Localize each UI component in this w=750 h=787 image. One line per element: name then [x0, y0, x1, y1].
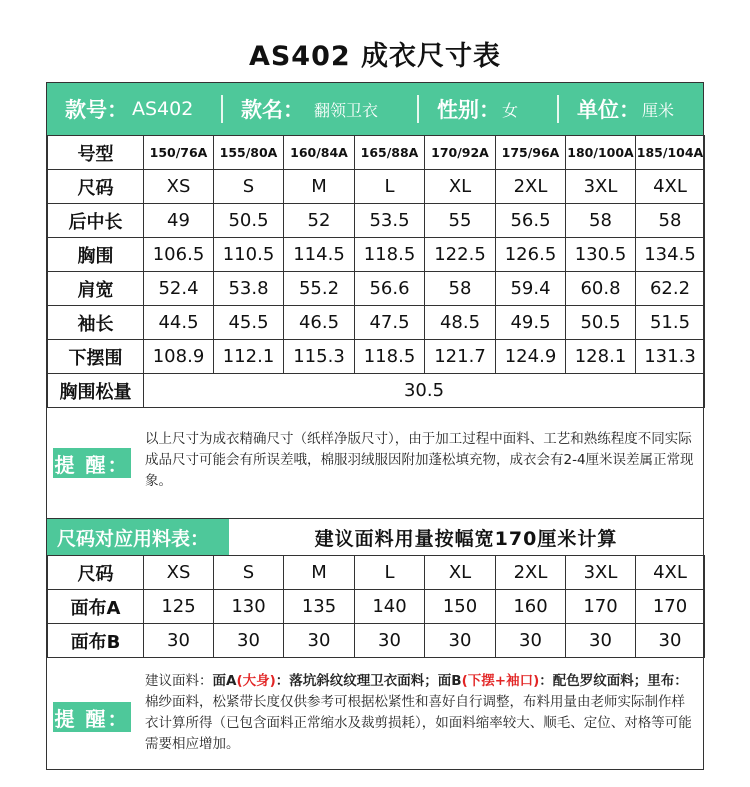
table-row	[48, 624, 705, 658]
style-no-label: 款号：	[65, 98, 128, 122]
size-chart-frame	[46, 82, 704, 770]
table-cell: 170	[636, 590, 705, 624]
table-row	[48, 136, 705, 170]
material-title: 尺码对应用料表：	[47, 519, 229, 555]
table-cell: 2XL	[496, 170, 566, 204]
row-label: 面布B	[48, 624, 144, 658]
row-label: 尺码	[48, 556, 144, 590]
table-cell: 114.5	[284, 238, 355, 272]
table-row	[48, 306, 705, 340]
table-cell: 62.2	[636, 272, 705, 306]
row-label: 袖长	[48, 306, 144, 340]
fabric-reminder-text	[145, 671, 697, 755]
table-cell: 44.5	[144, 306, 214, 340]
table-cell: 52.4	[144, 272, 214, 306]
header-bar	[47, 83, 703, 135]
table-cell: 59.4	[496, 272, 566, 306]
table-cell: 49	[144, 204, 214, 238]
table-cell: 170	[566, 590, 636, 624]
table-row	[48, 590, 705, 624]
row-label: 尺码	[48, 170, 144, 204]
table-cell: 56.6	[355, 272, 425, 306]
table-cell: 160	[496, 590, 566, 624]
style-no-cell	[47, 83, 221, 135]
unit-label: 单位：	[577, 98, 640, 122]
table-cell: 135	[284, 590, 355, 624]
table-cell: 125	[144, 590, 214, 624]
table-cell: 56.5	[496, 204, 566, 238]
fabric-text-part: 棉纱面料，松紧带长度仅供参考可根据松紧性和喜好自行调整，布料用量由老师实际制作样衣计算所得（已包含面料正常缩水及裁剪损耗），如面料缩率较大、顺毛、定位、对格等可能需要相应增加。	[145, 694, 692, 752]
table-row	[48, 556, 705, 590]
row-label: 下摆围	[48, 340, 144, 374]
table-cell: 55.2	[284, 272, 355, 306]
table-cell: 47.5	[355, 306, 425, 340]
fabric-text-part: ：配色罗纹面料；里布：	[539, 673, 688, 689]
style-no-value: AS402	[132, 98, 194, 120]
ease-value: 30.5	[144, 374, 705, 408]
table-cell: 185/104A	[636, 136, 705, 170]
row-label: 后中长	[48, 204, 144, 238]
page-title: AS402 成衣尺寸表	[248, 41, 502, 72]
table-row	[48, 238, 705, 272]
table-cell: 4XL	[636, 556, 705, 590]
table-cell: 30	[636, 624, 705, 658]
fabric-reminder-badge: 提 醒：	[53, 702, 131, 732]
fabric-b-note: (下摆+袖口)	[461, 673, 540, 689]
table-cell: M	[284, 556, 355, 590]
table-cell: 108.9	[144, 340, 214, 374]
table-cell: 45.5	[214, 306, 284, 340]
fabric-text-part: 建议面料：	[145, 673, 213, 689]
table-cell: 150/76A	[144, 136, 214, 170]
table-cell: 48.5	[425, 306, 496, 340]
table-cell: 55	[425, 204, 496, 238]
table-row	[48, 340, 705, 374]
table-cell: 115.3	[284, 340, 355, 374]
table-cell: 46.5	[284, 306, 355, 340]
table-cell: 49.5	[496, 306, 566, 340]
style-name-label: 款名：	[241, 98, 304, 122]
size-table	[47, 135, 705, 408]
table-cell: 3XL	[566, 170, 636, 204]
material-table	[47, 555, 705, 658]
table-row	[48, 170, 705, 204]
table-cell: 3XL	[566, 556, 636, 590]
table-cell: 155/80A	[214, 136, 284, 170]
unit-value: 厘米	[642, 100, 675, 120]
fabric-text-part: ：落坑斜纹纹理卫衣面料；面B	[275, 673, 462, 689]
reminder-text: 以上尺寸为成衣精确尺寸（纸样净版尺寸），由于加工过程中面料、工艺和熟练程度不同实际成品尺寸可能会有所误差哦，棉服羽绒服因附加蓬松填充物，成衣会有2-4厘米误差属正常现象。	[145, 431, 694, 489]
material-header	[47, 519, 703, 556]
table-cell: 118.5	[355, 340, 425, 374]
table-cell: 170/92A	[425, 136, 496, 170]
table-cell: 30	[496, 624, 566, 658]
style-name-cell	[223, 83, 417, 135]
ease-row	[48, 374, 705, 408]
table-cell: 4XL	[636, 170, 705, 204]
table-cell: 30	[284, 624, 355, 658]
style-name-value: 翻领卫衣	[314, 100, 379, 120]
unit-cell	[559, 83, 703, 135]
table-cell: S	[214, 170, 284, 204]
table-cell: 58	[636, 204, 705, 238]
table-cell: 58	[425, 272, 496, 306]
table-cell: 121.7	[425, 340, 496, 374]
table-cell: 134.5	[636, 238, 705, 272]
table-row	[48, 272, 705, 306]
gender-value: 女	[502, 100, 519, 120]
table-cell: 118.5	[355, 238, 425, 272]
table-cell: XL	[425, 556, 496, 590]
ease-label: 胸围松量	[48, 374, 144, 408]
table-cell: XL	[425, 170, 496, 204]
fabric-reminder-box	[47, 659, 703, 771]
table-cell: 150	[425, 590, 496, 624]
reminder-box	[47, 408, 703, 519]
row-label: 号型	[48, 136, 144, 170]
reminder-badge: 提 醒：	[53, 448, 131, 478]
table-cell: L	[355, 170, 425, 204]
table-cell: 124.9	[496, 340, 566, 374]
table-cell: 53.5	[355, 204, 425, 238]
table-cell: 140	[355, 590, 425, 624]
table-cell: XS	[144, 556, 214, 590]
table-cell: 110.5	[214, 238, 284, 272]
table-cell: 131.3	[636, 340, 705, 374]
table-cell: S	[214, 556, 284, 590]
table-cell: XS	[144, 170, 214, 204]
gender-cell	[419, 83, 557, 135]
material-note: 建议面料用量按幅宽170厘米计算	[314, 527, 618, 550]
table-cell: 53.8	[214, 272, 284, 306]
fabric-a-note: (大身)	[236, 673, 276, 689]
table-cell: 52	[284, 204, 355, 238]
table-cell: 106.5	[144, 238, 214, 272]
table-cell: 175/96A	[496, 136, 566, 170]
table-cell: 130.5	[566, 238, 636, 272]
table-cell: M	[284, 170, 355, 204]
table-cell: 60.8	[566, 272, 636, 306]
table-cell: 30	[355, 624, 425, 658]
table-cell: 30	[425, 624, 496, 658]
table-cell: 30	[566, 624, 636, 658]
table-cell: 126.5	[496, 238, 566, 272]
table-cell: L	[355, 556, 425, 590]
fabric-a-label: 面A	[212, 673, 237, 689]
row-label: 胸围	[48, 238, 144, 272]
table-cell: 30	[214, 624, 284, 658]
table-cell: 165/88A	[355, 136, 425, 170]
gender-label: 性别：	[437, 98, 500, 122]
table-cell: 2XL	[496, 556, 566, 590]
row-label: 肩宽	[48, 272, 144, 306]
table-cell: 122.5	[425, 238, 496, 272]
table-cell: 50.5	[566, 306, 636, 340]
table-row	[48, 204, 705, 238]
table-cell: 180/100A	[566, 136, 636, 170]
table-cell: 130	[214, 590, 284, 624]
table-cell: 30	[144, 624, 214, 658]
table-cell: 160/84A	[284, 136, 355, 170]
table-cell: 50.5	[214, 204, 284, 238]
table-cell: 112.1	[214, 340, 284, 374]
table-cell: 51.5	[636, 306, 705, 340]
row-label: 面布A	[48, 590, 144, 624]
table-cell: 128.1	[566, 340, 636, 374]
table-cell: 58	[566, 204, 636, 238]
